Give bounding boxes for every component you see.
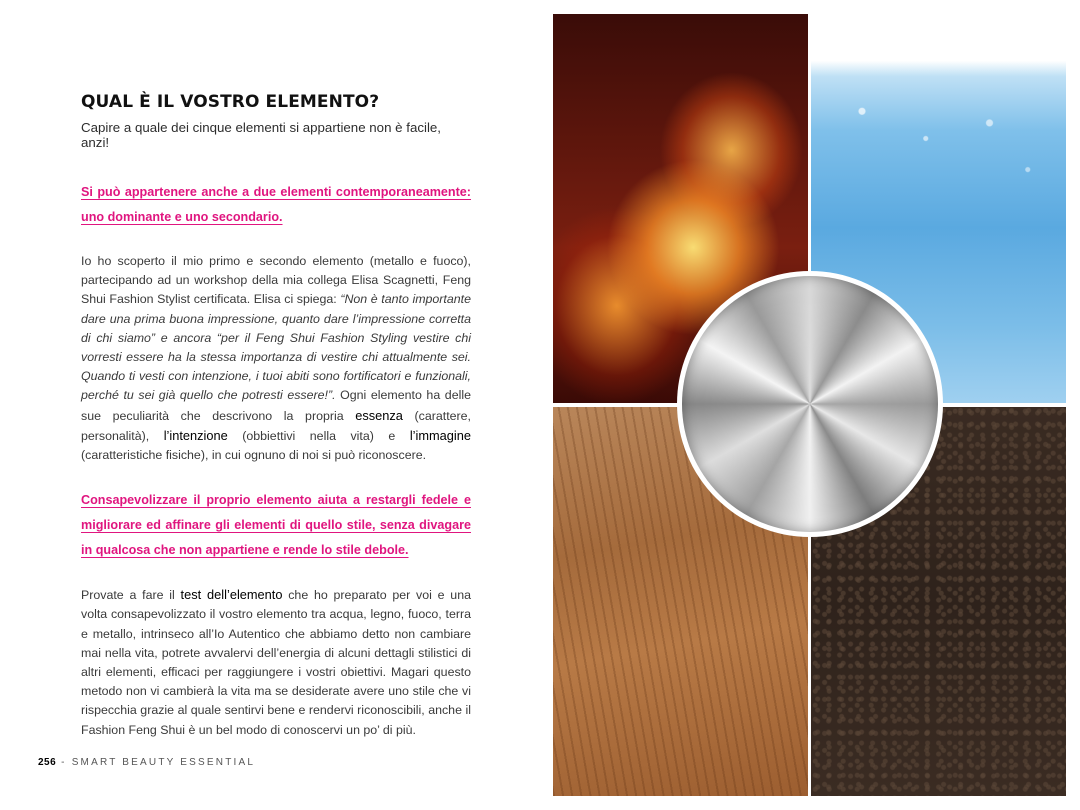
paragraph-workshop: [81, 252, 471, 465]
keyword-test-elemento: test dell’elemento: [180, 587, 283, 603]
highlight-stay-faithful: Consapevolizzare il proprio elemento aiuta a restargli fedele e migliorare ed affinare gli elementi di quello stile, senza divagare in qualcosa che non appartiene e rende lo stile debole.: [81, 493, 471, 558]
paragraph-workshop-quote: “Non è tanto importante dare una prima buona impressione, quanto dare l’impressione corretta di chi siamo” e ancora “per il Feng Shui Fashion Styling vestire chi vorresti essere ha la stessa importanza di vestire chi attualmente sei. Quando ti vesti con intenzione, i tuoi abiti sono fortificatori e funzionali, perché tu sei già quello che potresti essere!”.: [81, 292, 471, 403]
keyword-essenza: essenza: [355, 407, 403, 423]
paragraph-test-text-a: Provate a fare il: [81, 588, 181, 603]
page-footer: [38, 757, 255, 768]
page-title: QUAL È IL VOSTRO ELEMENTO?: [81, 92, 380, 112]
paragraph-element-test: [81, 585, 471, 740]
keyword-intenzione: l’intenzione: [163, 427, 228, 443]
paragraph-test-text-b: che ho preparato per voi e una volta consapevolizzato il vostro elemento tra acqua, legno, fuoco, terra e metallo, intrinseco all’Io Autentico che abbiamo detto non cambiare mai nella vita, potrete avvalervi dell’energia di alcuni dettagli stilistici di altri elementi, efficaci per raggiungere i vostri obiettivi. Magari questo metodo non vi cambierà la vita ma se desiderate avere uno stile che vi rispecchia grazie al quale sentirvi bene e rendervi riconoscibili, anche il Fashion Feng Shui è un bel modo di conoscervi un po’ di più.: [81, 588, 471, 737]
page-number: 256: [38, 757, 57, 768]
keyword-immagine: l’immagine: [409, 427, 471, 443]
paragraph-workshop-text-b: (carattere, personalità),: [81, 408, 471, 443]
book-title: SMART BEAUTY ESSENTIAL: [71, 757, 256, 768]
paragraph-workshop-text-c: (obbiettivi nella vita) e: [227, 428, 410, 443]
paragraph-workshop-text-a: Ogni elemento ha delle sue peculiarità che descrivono la propria: [81, 388, 471, 423]
footer-separator: -: [56, 757, 72, 768]
metal-element-image: [682, 276, 938, 532]
paragraph-workshop-text-d: (caratteristiche fisiche), in cui ognuno di noi si può riconoscere.: [81, 448, 427, 463]
text-column: [81, 92, 471, 763]
highlight-two-elements: Si può appartenere anche a due elementi contemporaneamente: uno dominante e uno secondario.: [81, 185, 471, 224]
page-subtitle: Capire a quale dei cinque elementi si appartiene non è facile, anzi!: [81, 120, 441, 150]
paragraph-workshop-intro: Io ho scoperto il mio primo e secondo elemento (metallo e fuoco), partecipando ad un workshop della mia collega Elisa Scagnetti, Feng Shui Fashion Stylist certificata. Elisa ci spiega:: [81, 254, 471, 307]
